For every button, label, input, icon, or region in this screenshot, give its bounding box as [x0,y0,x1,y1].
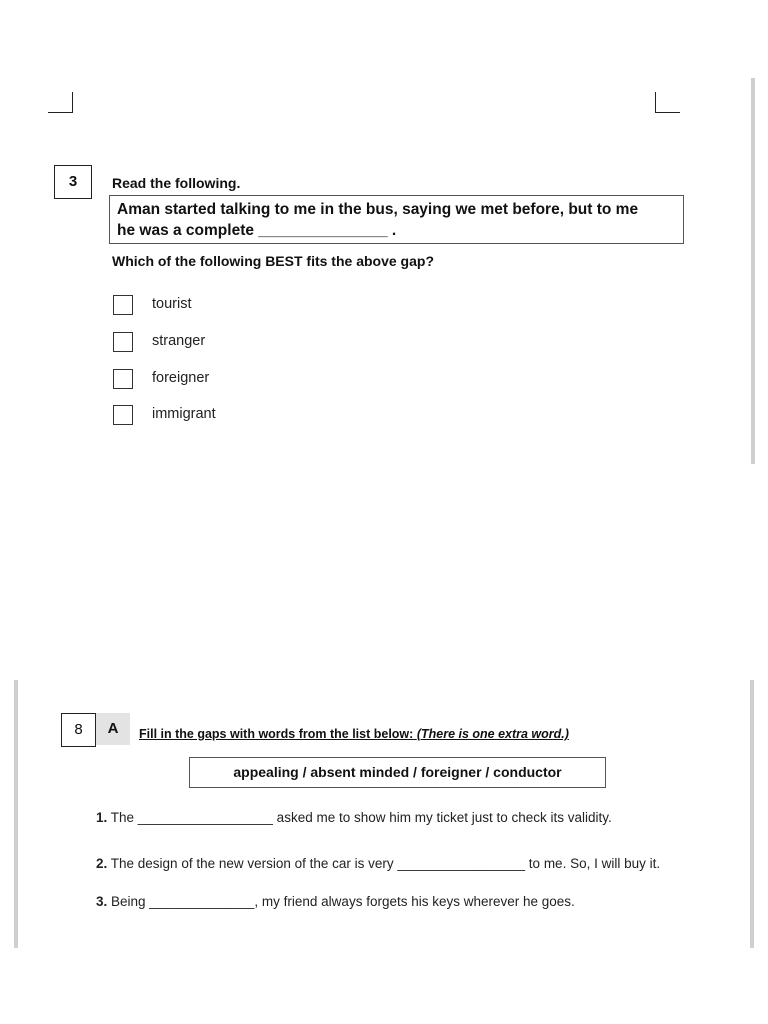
instruction-text: Fill in the gaps with words from the list below: [139,727,414,741]
checkbox[interactable] [113,295,133,315]
crop-mark-left [48,92,73,113]
question-3-prompt: Which of the following BEST fits the above gap? [112,253,434,269]
passage-line-2: he was a complete _______________ . [117,222,397,239]
word-list-box: appealing / absent minded / foreigner / conductor [189,757,606,788]
option-label: immigrant [152,406,216,422]
page-edge-right-bottom [750,680,754,948]
instruction-note: (There is one extra word.) [416,727,569,741]
sentence-number: 2. [96,856,108,871]
option-label: tourist [152,296,192,312]
question-3-heading: Read the following. [112,175,241,191]
sentence-number: 1. [96,810,108,825]
sentence-text: The design of the new version of the car is very _________________ to me. So, I will buy it. [107,856,661,871]
question-8-number: 8 [61,713,96,747]
question-8-instruction [139,727,569,741]
passage-line-1: Aman started talking to me in the bus, saying we met before, but to me [117,201,639,218]
option-label: stranger [152,333,206,349]
sentence-text: Being ______________, my friend always forgets his keys wherever he goes. [107,894,575,909]
sentence-1 [96,810,612,825]
checkbox[interactable] [113,332,133,352]
checkbox[interactable] [113,405,133,425]
sentence-number: 3. [96,894,108,909]
page-edge-left-bottom [14,680,18,948]
option-label: foreigner [152,370,210,386]
question-3-passage [109,195,684,244]
sentence-text: The __________________ asked me to show him my ticket just to check its validity. [107,810,612,825]
page-edge-right-top [751,78,755,464]
question-8-part-label: A [96,713,130,745]
sentence-2 [96,856,660,871]
sentence-3 [96,894,575,909]
checkbox[interactable] [113,369,133,389]
question-3-number: 3 [54,165,92,199]
crop-mark-right [655,92,680,113]
